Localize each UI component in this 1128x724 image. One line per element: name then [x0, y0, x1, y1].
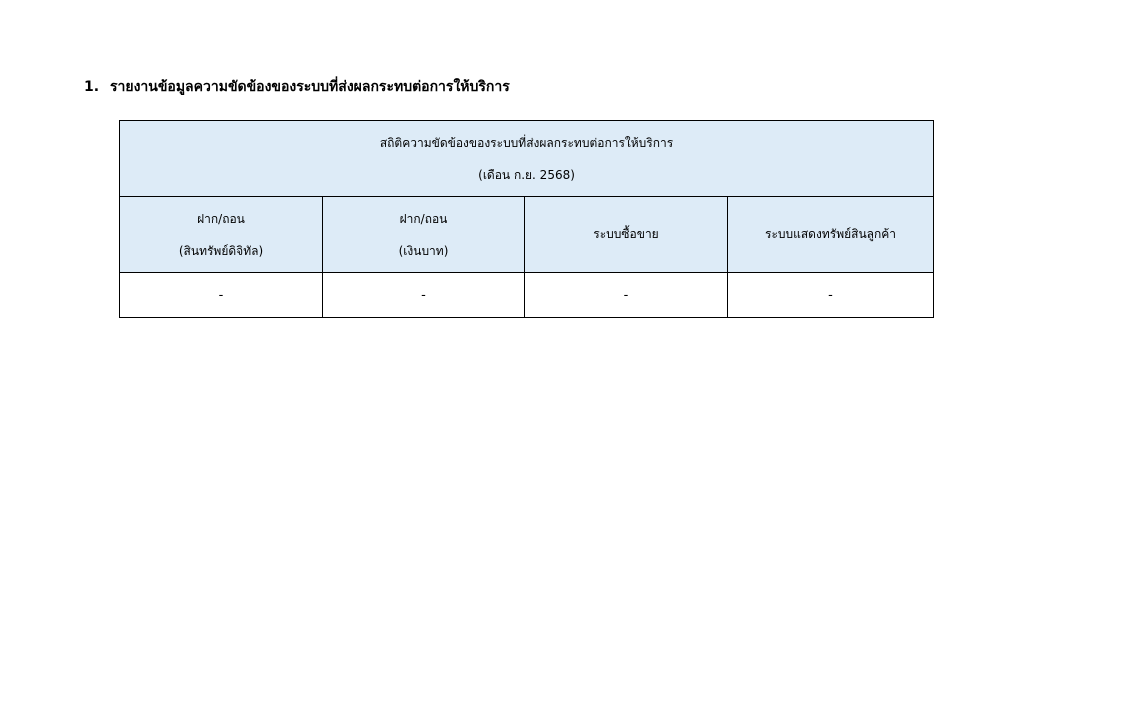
- table-title-cell: [120, 121, 934, 197]
- column-header-digital-asset-deposit-withdraw: [120, 197, 323, 273]
- value-baht-deposit-withdraw: -: [323, 273, 525, 318]
- table-period: (เดือน ก.ย. 2568): [478, 167, 575, 182]
- section-heading: [84, 75, 510, 99]
- table-header-row: [120, 197, 934, 273]
- column-header-baht-deposit-withdraw: [323, 197, 525, 273]
- column-header-trading-system: [525, 197, 728, 273]
- column-header-line1: ฝาก/ถอน: [197, 211, 245, 226]
- column-header-line1: ระบบซื้อขาย: [593, 227, 659, 241]
- table-title: สถิติความขัดข้องของระบบที่ส่งผลกระทบต่อการให้บริการ: [379, 135, 674, 150]
- column-header-line1: ระบบแสดงทรัพย์สินลูกค้า: [765, 227, 897, 241]
- column-header-customer-asset-display: [728, 197, 934, 273]
- value-customer-asset-display: -: [728, 273, 934, 318]
- column-header-line2: (สินทรัพย์ดิจิทัล): [178, 243, 264, 258]
- value-digital-asset-deposit-withdraw: -: [120, 273, 323, 318]
- table-row: [120, 273, 934, 318]
- column-header-line1: ฝาก/ถอน: [399, 211, 448, 226]
- section-title: รายงานข้อมูลความขัดข้องของระบบที่ส่งผลกระทบต่อการให้บริการ: [110, 79, 510, 95]
- value-trading-system: -: [525, 273, 728, 318]
- section-number: 1.: [84, 79, 100, 95]
- column-header-line2: (เงินบาท): [398, 243, 449, 258]
- outage-statistics-table: [119, 120, 934, 318]
- table-title-row: [120, 121, 934, 197]
